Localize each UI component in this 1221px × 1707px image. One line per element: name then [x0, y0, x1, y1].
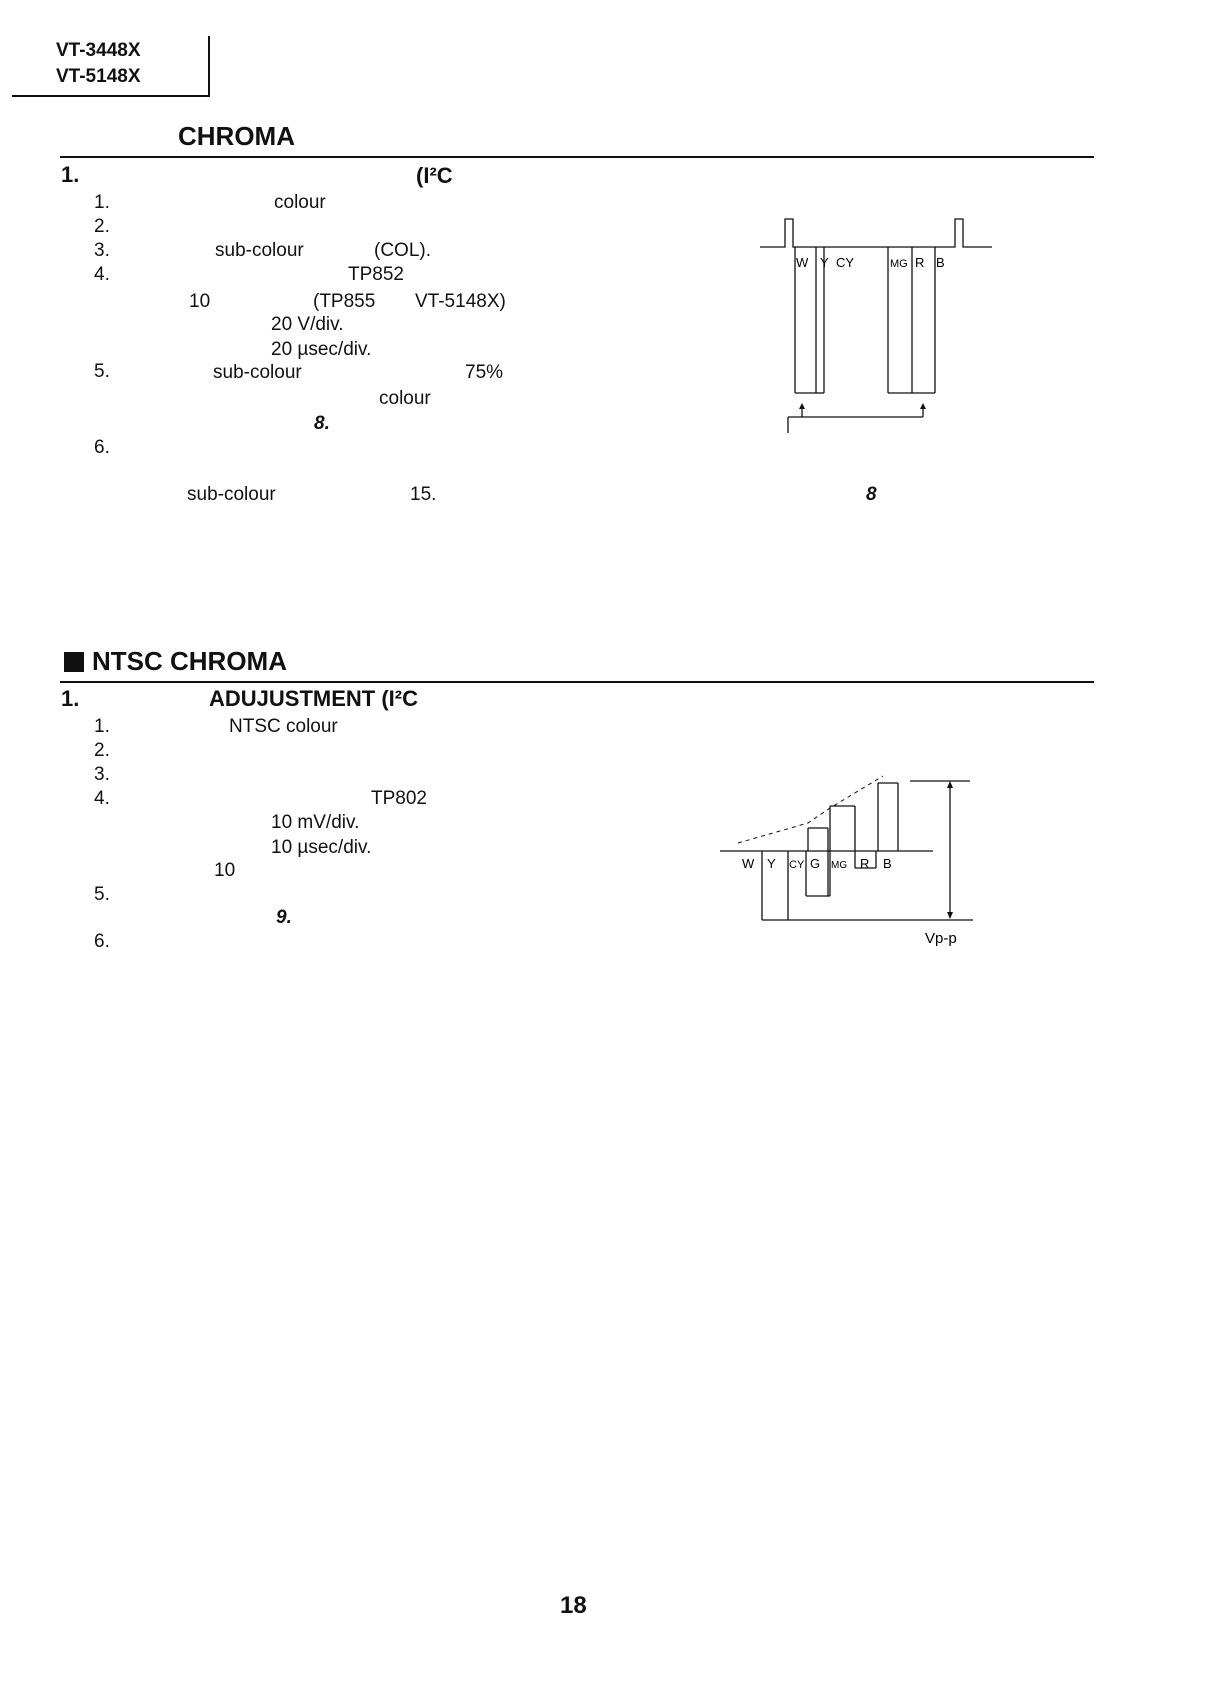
square-bullet-icon — [64, 652, 84, 672]
step-number: 6. — [94, 931, 110, 952]
figure-reference: 8. — [314, 413, 330, 434]
section-title-text: NTSC CHROMA — [92, 646, 287, 676]
step-text: (COL). — [374, 240, 431, 261]
model-number-2: VT-5148X — [56, 66, 141, 87]
bar-label-b: B — [883, 856, 892, 871]
step-text: 10 — [189, 291, 211, 312]
step-number: 2. — [94, 740, 110, 761]
model-number-1: VT-3448X — [56, 40, 141, 61]
step-number: 3. — [94, 764, 110, 785]
step-text: 10 mV/div. — [271, 812, 360, 833]
bar-label-cy: CY — [836, 255, 855, 270]
waveform-trace — [760, 219, 992, 247]
step-text: 20 V/div. — [271, 314, 344, 335]
figure-number: 8 — [866, 484, 877, 505]
bar-label-w: W — [742, 856, 755, 871]
subheading-text: (I²C — [416, 163, 453, 188]
bar-label-g: G — [810, 856, 821, 871]
step-text: sub-colour — [215, 240, 304, 261]
figure-reference: 9. — [276, 907, 292, 928]
step-number: 1. — [94, 192, 110, 213]
step-number: 5. — [94, 361, 110, 382]
step-text: sub-colour — [213, 362, 302, 383]
header-divider-horizontal — [12, 95, 210, 97]
bar-label-y: Y — [767, 856, 776, 871]
bar-label-y: Y — [820, 255, 829, 270]
step-number: 2. — [94, 216, 110, 237]
step-text: sub-colour — [187, 484, 276, 505]
waveform-figure-9 — [718, 768, 978, 948]
step-text: 20 µsec/div. — [271, 339, 372, 360]
section-rule — [60, 681, 1094, 683]
header-divider-vertical — [208, 36, 210, 96]
step-number: 6. — [94, 437, 110, 458]
step-text: colour — [274, 192, 326, 213]
step-number: 4. — [94, 788, 110, 809]
bar-label-b: B — [936, 255, 945, 270]
step-text: 10 — [214, 860, 236, 881]
page-number: 18 — [560, 1592, 587, 1619]
bar-label-mg: MG — [890, 258, 908, 270]
step-number: 4. — [94, 264, 110, 285]
step-text: 15. — [410, 484, 437, 505]
subheading-number: 1. — [61, 686, 80, 711]
step-number: 5. — [94, 884, 110, 905]
section-title-ntsc-chroma — [64, 646, 287, 677]
step-text: 75% — [465, 362, 504, 383]
waveform-figure-8 — [740, 205, 1020, 435]
step-text: colour — [379, 388, 431, 409]
step-text: VT-5148X) — [415, 291, 506, 312]
bar-label-mg: MG — [831, 860, 848, 871]
bar-label-r: R — [915, 255, 925, 270]
section-title-chroma: CHROMA — [178, 121, 295, 151]
step-text: TP802 — [371, 788, 427, 809]
step-text: NTSC colour — [229, 716, 338, 737]
step-number: 3. — [94, 240, 110, 261]
step-text: TP852 — [348, 264, 404, 285]
subheading-text: ADUJUSTMENT (I²C — [209, 686, 418, 711]
step-text: (TP855 — [313, 291, 376, 312]
vpp-label: Vp-p — [925, 930, 957, 947]
section-rule — [60, 156, 1094, 158]
bar-label-cy: CY — [789, 859, 805, 871]
subheading-number: 1. — [61, 162, 80, 187]
step-text: 10 µsec/div. — [271, 837, 372, 858]
bar-label-r: R — [860, 856, 870, 871]
step-number: 1. — [94, 716, 110, 737]
bar-label-w: W — [796, 255, 809, 270]
